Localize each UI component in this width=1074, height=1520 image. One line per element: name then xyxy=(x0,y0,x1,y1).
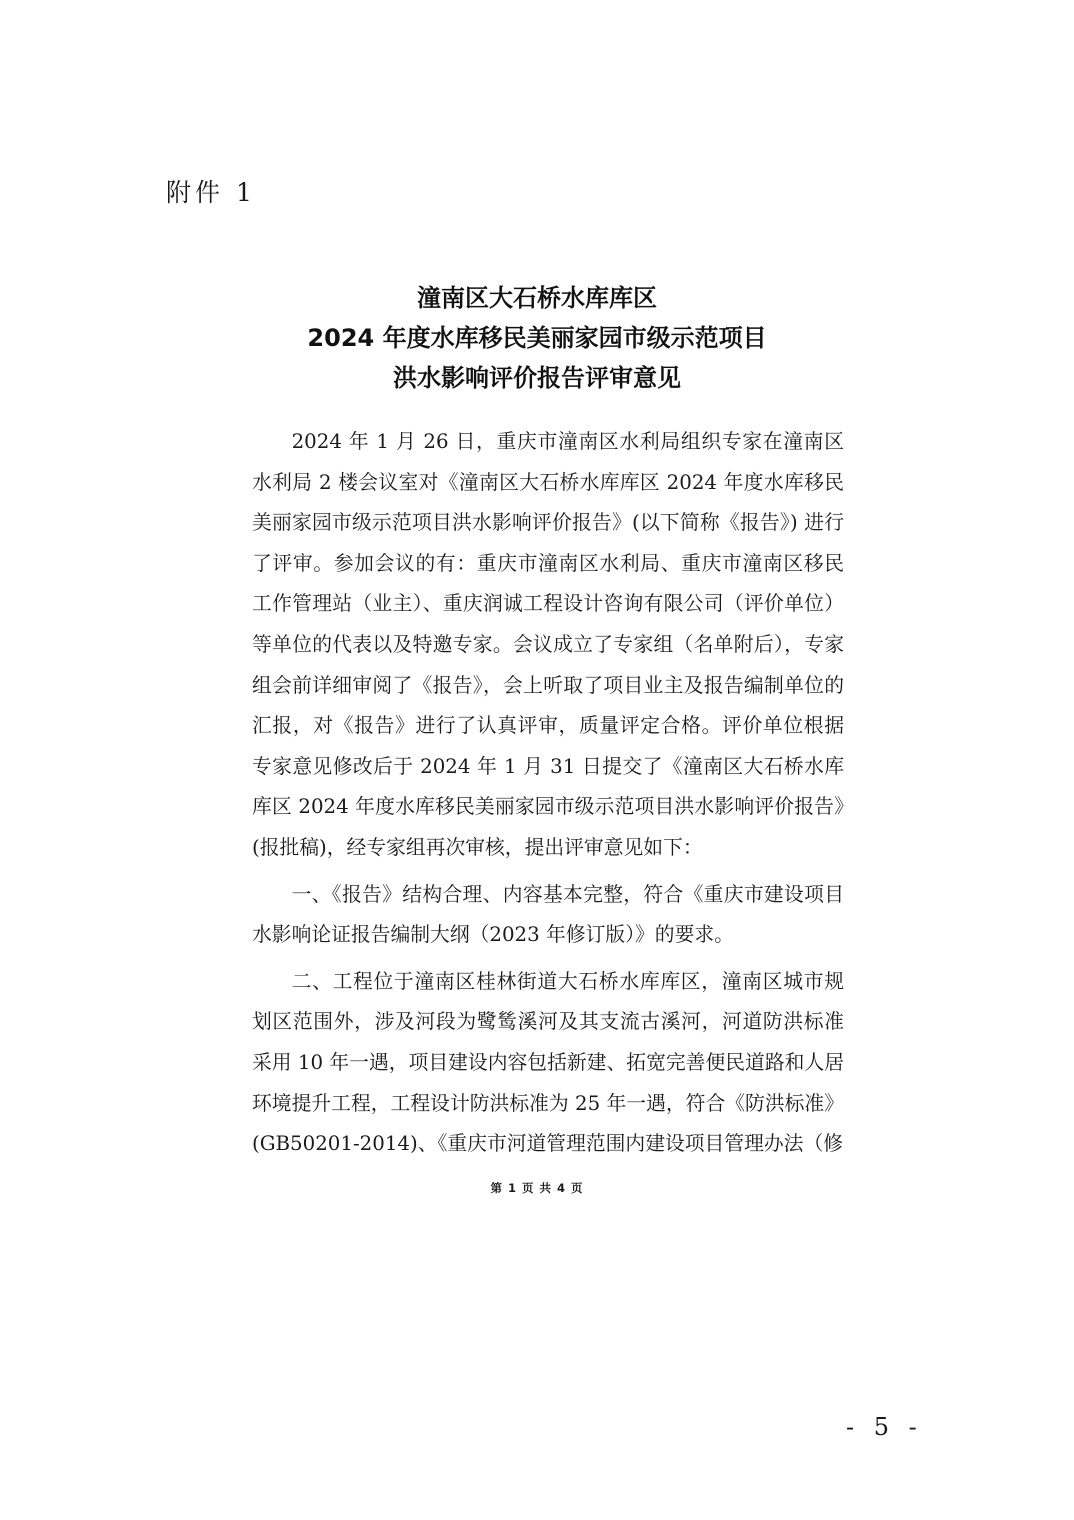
title-line-2: 2024 年度水库移民美丽家园市级示范项目 xyxy=(307,324,767,352)
document-body xyxy=(252,422,844,1165)
paragraph-intro: 2024 年 1 月 26 日，重庆市潼南区水利局组织专家在潼南区水利局 2 楼会议室对《潼南区大石桥水库库区 2024 年度水库移民美丽家园市级示范项目洪水影响评价报告》(以下简称《报告》) 进行了评审。参加会议的有：重庆市潼南区水利局、重庆市潼南区移民工作管理站（业主）、重庆润诚工程设计咨询有限公司（评价单位）等单位的代表以及特邀专家。会议成立了专家组（名单附后），专家组会前详细审阅了《报告》，会上听取了项目业主及报告编制单位的汇报，对《报告》进行了认真评审，质量评定合格。评价单位根据专家意见修改后于 2024 年 1 月 31 日提交了《潼南区大石桥水库库区 2024 年度水库移民美丽家园市级示范项目洪水影响评价报告》(报批稿)，经专家组再次审核，提出评审意见如下： xyxy=(252,430,844,859)
paragraph-opinion-1: 一、《报告》结构合理、内容基本完整，符合《重庆市建设项目水影响论证报告编制大纲（2023 年修订版）》的要求。 xyxy=(252,882,844,947)
page-number: - 5 - xyxy=(846,1413,923,1441)
attachment-label: 附件 1 xyxy=(166,178,256,207)
page-footer: 第 1 页 共 4 页 xyxy=(490,1181,584,1195)
paragraph-opinion-2: 二、工程位于潼南区桂林街道大石桥水库库区，潼南区城市规划区范围外，涉及河段为鹭鸶溪河及其支流古溪河，河道防洪标准采用 10 年一遇，项目建设内容包括新建、拓宽完善便民道路和人居环境提升工程，工程设计防洪标准为 25 年一遇，符合《防洪标准》(GB50201-2014)、《重庆市河道管理范围内建设项目管理办法（修 xyxy=(252,969,844,1156)
document-title xyxy=(0,278,1074,398)
title-line-1: 潼南区大石桥水库库区 xyxy=(417,284,657,312)
title-line-3: 洪水影响评价报告评审意见 xyxy=(393,364,681,392)
